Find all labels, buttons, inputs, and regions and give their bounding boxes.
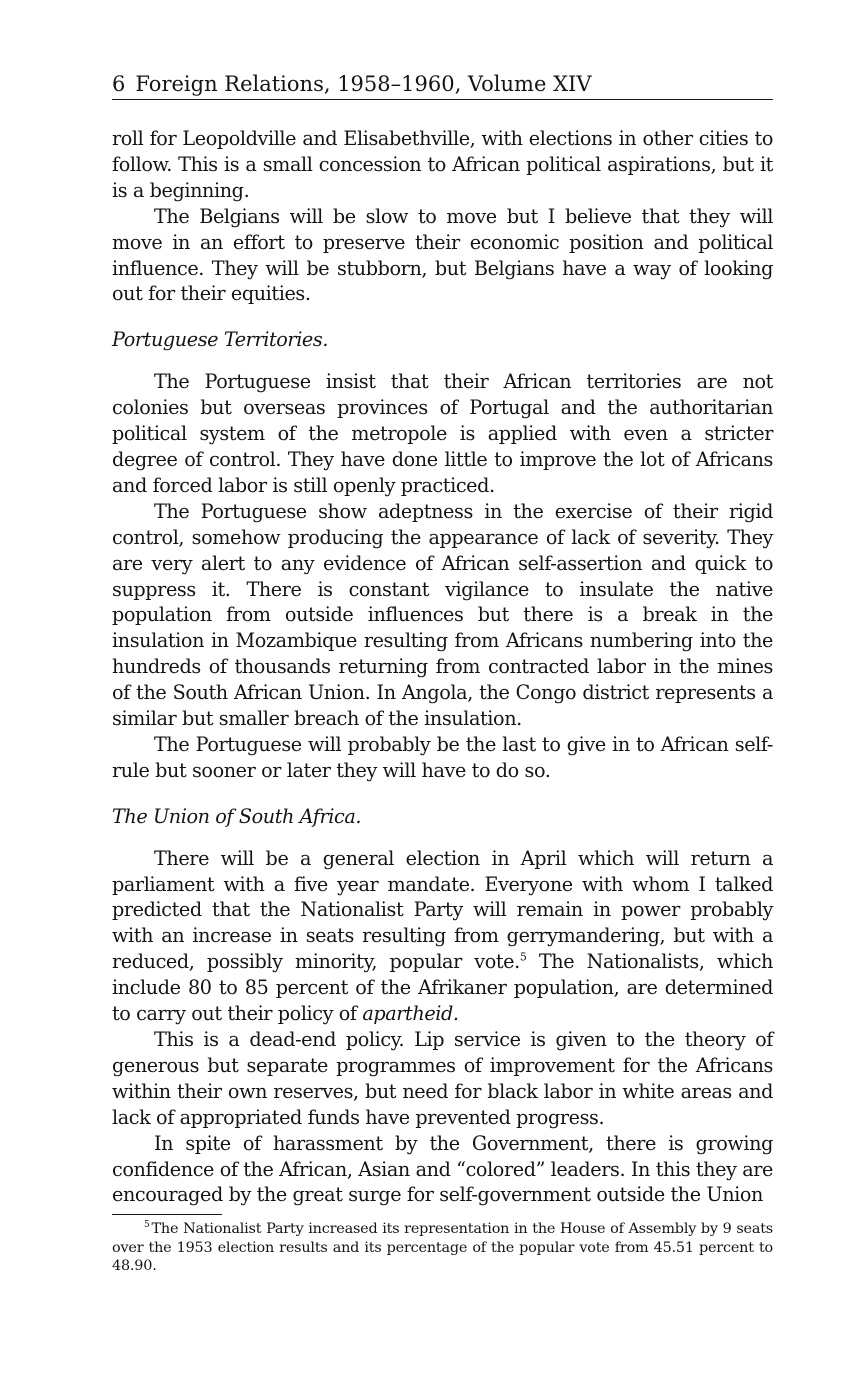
paragraph: roll for Leopoldville and Elisabethville, with elections in other cities to follow. This is a small concession to African political aspirations, but it is a beginning. bbox=[112, 127, 773, 202]
footnote-mark: 5 bbox=[144, 1220, 150, 1231]
paragraph: The Belgians will be slow to move but I believe that they will move in an effort to preserve their economic position and political influence. They will be stubborn, but Belgians have a way of looking out for their equities. bbox=[112, 204, 773, 306]
section-heading-portuguese: Portuguese Territories. bbox=[112, 328, 329, 352]
section-heading-south-africa: The Union of South Africa. bbox=[112, 804, 362, 828]
running-head-title: Foreign Relations, 1958–1960, Volume XIV bbox=[135, 72, 592, 96]
footnote-reference: 5 bbox=[519, 950, 527, 964]
footnote-text: The Nationalist Party increased its representation in the House of Assembly by 9 seats over the 1953 election results and its percentage of the popular vote from 45.51 percent to 48.90. bbox=[112, 1221, 773, 1274]
italic-term: apartheid. bbox=[362, 1002, 459, 1026]
page bbox=[112, 70, 773, 1208]
paragraph: In spite of harassment by the Government, there is growing confidence of the African, Asian and “colored” leaders. In this they are encouraged by the great surge for self-government outside the Union bbox=[112, 1131, 773, 1207]
paragraph: The Portuguese insist that their African territories are not colonies but overseas provinces of Portugal and the authoritarian political system of the metropole is applied with even a stricter degree of control. They have done little to improve the lot of Africans and forced labor is still openly practiced. bbox=[112, 370, 773, 497]
running-head bbox=[112, 70, 773, 100]
paragraph: The Portuguese show adeptness in the exercise of their rigid control, somehow producing the appearance of lack of severity. They are very alert to any evidence of African self-assertion and quick to suppress it. There is constant vigilance to insulate the native population from outside influences but there is a break in the insulation in Mozambique resulting from Africans numbering into the hundreds of thousands returning from contracted labor in the mines of the South African Union. In Angola, the Congo district represents a similar but smaller breach of the insulation. bbox=[112, 499, 773, 731]
paragraph: The Portuguese will probably be the last to give in to African self-rule but sooner or later they will have to do so. bbox=[112, 732, 773, 782]
paragraph: This is a dead-end policy. Lip service is given to the theory of generous but separate programmes of improvement for the Africans within their own reserves, but need for black labor in white areas and lack of appropriated funds have prevented progress. bbox=[112, 1028, 773, 1129]
footnote-divider bbox=[112, 1214, 222, 1215]
paragraph bbox=[112, 846, 773, 1027]
paragraph-text: The Nationalists, which include 80 to 85 percent of the Afrikaner population, are determined to carry out their policy of bbox=[112, 950, 774, 1026]
paragraph-text: There will be a general election in April which will return a parliament with a five year mandate. Everyone with whom I talked predicted that the Nationalist Party will remain in power probably with an increase in seats resulting from gerrymandering, but with a reduced, possibly minority, popular vote. bbox=[112, 846, 773, 974]
body-text bbox=[112, 126, 773, 1208]
footnote bbox=[112, 1220, 773, 1276]
page-number: 6 bbox=[112, 72, 126, 96]
